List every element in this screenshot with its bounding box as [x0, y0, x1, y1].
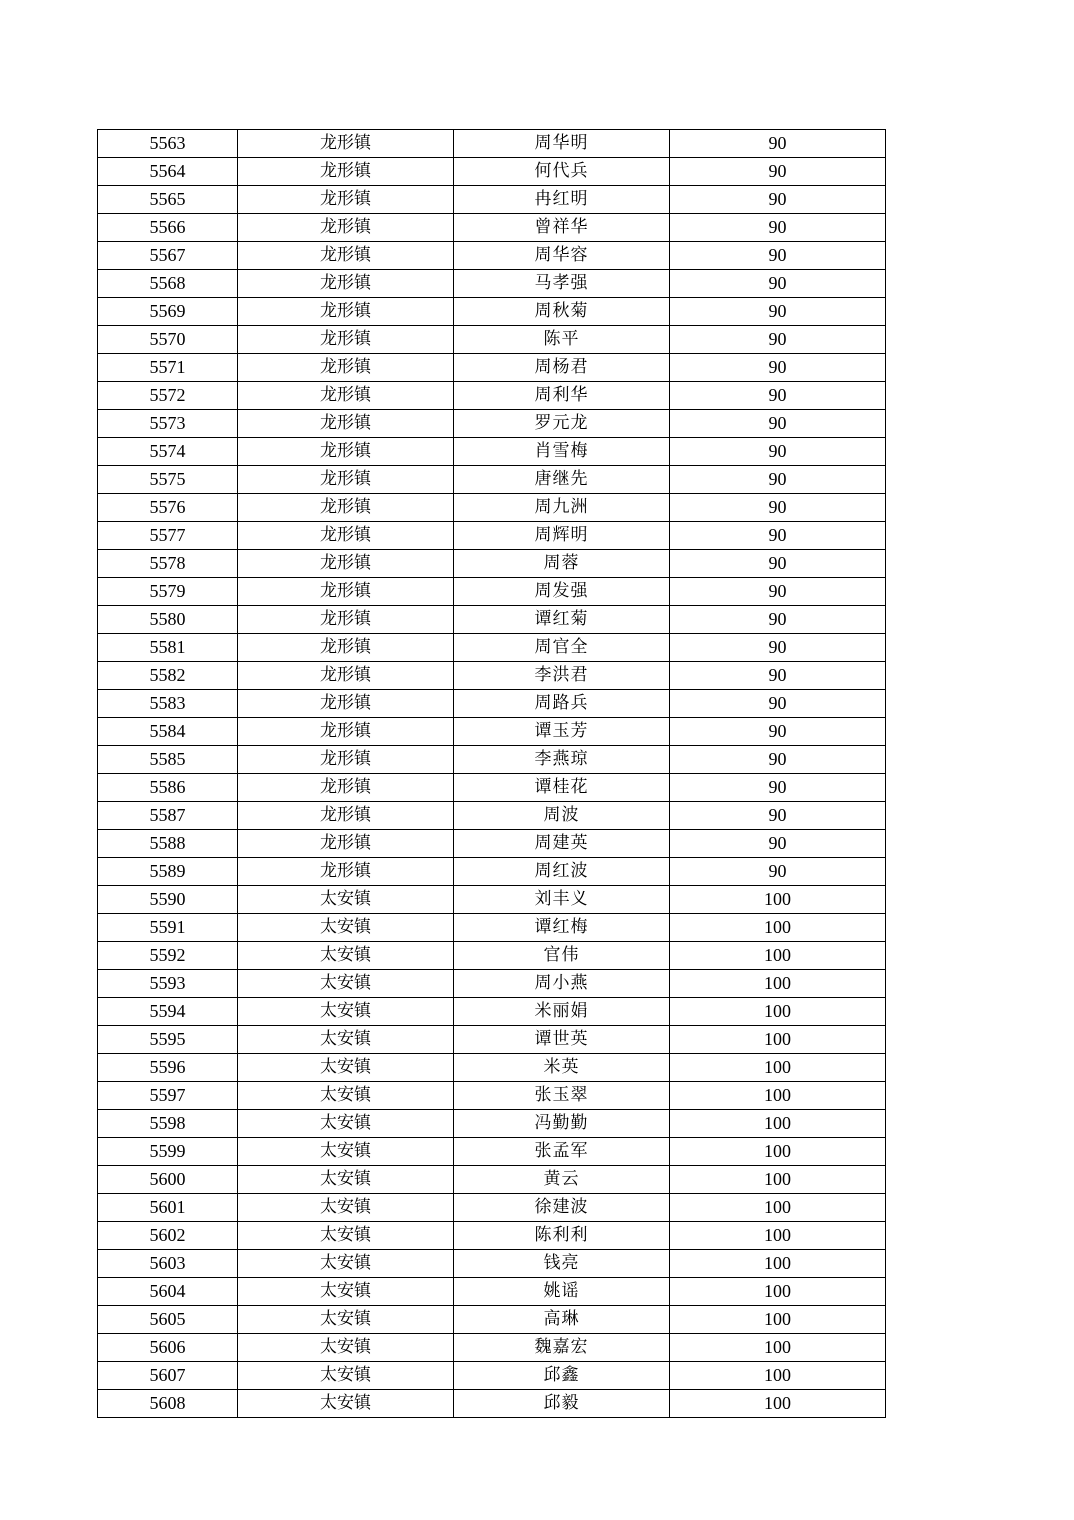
serial-number-cell: 5604: [98, 1278, 238, 1306]
serial-number-cell: 5592: [98, 942, 238, 970]
town-cell: 龙形镇: [238, 606, 454, 634]
person-name-cell: 李洪君: [454, 662, 670, 690]
serial-number-cell: 5601: [98, 1194, 238, 1222]
town-cell: 太安镇: [238, 1054, 454, 1082]
table-row: [98, 1194, 886, 1222]
amount-cell: 100: [670, 914, 886, 942]
table-row: [98, 1026, 886, 1054]
serial-number-cell: 5591: [98, 914, 238, 942]
table-row: [98, 270, 886, 298]
person-name-cell: 周华明: [454, 130, 670, 158]
amount-cell: 90: [670, 522, 886, 550]
serial-number-cell: 5580: [98, 606, 238, 634]
table-row: [98, 298, 886, 326]
amount-cell: 100: [670, 1110, 886, 1138]
town-cell: 龙形镇: [238, 214, 454, 242]
table-row: [98, 830, 886, 858]
amount-cell: 90: [670, 718, 886, 746]
amount-cell: 100: [670, 1054, 886, 1082]
person-name-cell: 肖雪梅: [454, 438, 670, 466]
town-cell: 龙形镇: [238, 298, 454, 326]
table-row: [98, 1138, 886, 1166]
table-row: [98, 1362, 886, 1390]
amount-cell: 90: [670, 802, 886, 830]
person-name-cell: 马孝强: [454, 270, 670, 298]
town-cell: 龙形镇: [238, 130, 454, 158]
town-cell: 龙形镇: [238, 662, 454, 690]
person-name-cell: 罗元龙: [454, 410, 670, 438]
town-cell: 太安镇: [238, 1166, 454, 1194]
table-row: [98, 354, 886, 382]
town-cell: 龙形镇: [238, 186, 454, 214]
serial-number-cell: 5563: [98, 130, 238, 158]
serial-number-cell: 5572: [98, 382, 238, 410]
serial-number-cell: 5603: [98, 1250, 238, 1278]
serial-number-cell: 5602: [98, 1222, 238, 1250]
town-cell: 太安镇: [238, 1306, 454, 1334]
town-cell: 太安镇: [238, 970, 454, 998]
table-row: [98, 942, 886, 970]
person-name-cell: 刘丰义: [454, 886, 670, 914]
amount-cell: 100: [670, 942, 886, 970]
table-row: [98, 1250, 886, 1278]
table-row: [98, 522, 886, 550]
town-cell: 龙形镇: [238, 718, 454, 746]
amount-cell: 90: [670, 606, 886, 634]
table-row: [98, 494, 886, 522]
town-cell: 龙形镇: [238, 774, 454, 802]
amount-cell: 100: [670, 1334, 886, 1362]
person-name-cell: 钱亮: [454, 1250, 670, 1278]
table-row: [98, 326, 886, 354]
table-row: [98, 1222, 886, 1250]
table-row: [98, 186, 886, 214]
amount-cell: 100: [670, 1250, 886, 1278]
person-name-cell: 周九洲: [454, 494, 670, 522]
table-body: [98, 130, 886, 1418]
town-cell: 龙形镇: [238, 158, 454, 186]
town-cell: 太安镇: [238, 1278, 454, 1306]
person-name-cell: 谭玉芳: [454, 718, 670, 746]
person-name-cell: 周利华: [454, 382, 670, 410]
amount-cell: 90: [670, 774, 886, 802]
person-name-cell: 邱鑫: [454, 1362, 670, 1390]
town-cell: 龙形镇: [238, 578, 454, 606]
amount-cell: 100: [670, 1278, 886, 1306]
serial-number-cell: 5607: [98, 1362, 238, 1390]
table-row: [98, 438, 886, 466]
table-row: [98, 550, 886, 578]
table-row: [98, 1110, 886, 1138]
amount-cell: 90: [670, 214, 886, 242]
person-name-cell: 唐继先: [454, 466, 670, 494]
town-cell: 太安镇: [238, 1138, 454, 1166]
serial-number-cell: 5567: [98, 242, 238, 270]
amount-cell: 100: [670, 886, 886, 914]
person-name-cell: 周官全: [454, 634, 670, 662]
serial-number-cell: 5583: [98, 690, 238, 718]
town-cell: 龙形镇: [238, 802, 454, 830]
serial-number-cell: 5593: [98, 970, 238, 998]
town-cell: 太安镇: [238, 998, 454, 1026]
serial-number-cell: 5578: [98, 550, 238, 578]
person-name-cell: 周波: [454, 802, 670, 830]
person-name-cell: 米英: [454, 1054, 670, 1082]
amount-cell: 90: [670, 382, 886, 410]
table-row: [98, 578, 886, 606]
person-name-cell: 周路兵: [454, 690, 670, 718]
amount-cell: 90: [670, 662, 886, 690]
amount-cell: 90: [670, 830, 886, 858]
table-row: [98, 662, 886, 690]
serial-number-cell: 5584: [98, 718, 238, 746]
amount-cell: 100: [670, 1082, 886, 1110]
serial-number-cell: 5582: [98, 662, 238, 690]
serial-number-cell: 5586: [98, 774, 238, 802]
town-cell: 龙形镇: [238, 830, 454, 858]
serial-number-cell: 5585: [98, 746, 238, 774]
person-name-cell: 谭红菊: [454, 606, 670, 634]
town-cell: 太安镇: [238, 1194, 454, 1222]
serial-number-cell: 5574: [98, 438, 238, 466]
town-cell: 太安镇: [238, 1222, 454, 1250]
person-name-cell: 冯勤勤: [454, 1110, 670, 1138]
table-row: [98, 466, 886, 494]
serial-number-cell: 5577: [98, 522, 238, 550]
amount-cell: 100: [670, 1390, 886, 1418]
table-row: [98, 914, 886, 942]
serial-number-cell: 5600: [98, 1166, 238, 1194]
amount-cell: 90: [670, 242, 886, 270]
amount-cell: 90: [670, 354, 886, 382]
town-cell: 太安镇: [238, 1082, 454, 1110]
amount-cell: 100: [670, 1362, 886, 1390]
table-row: [98, 970, 886, 998]
town-cell: 龙形镇: [238, 354, 454, 382]
serial-number-cell: 5595: [98, 1026, 238, 1054]
table-row: [98, 1166, 886, 1194]
table-row: [98, 690, 886, 718]
person-name-cell: 徐建波: [454, 1194, 670, 1222]
town-cell: 龙形镇: [238, 326, 454, 354]
table-row: [98, 634, 886, 662]
amount-cell: 90: [670, 326, 886, 354]
town-cell: 太安镇: [238, 942, 454, 970]
person-name-cell: 谭红梅: [454, 914, 670, 942]
person-name-cell: 周发强: [454, 578, 670, 606]
person-name-cell: 陈平: [454, 326, 670, 354]
person-name-cell: 周华容: [454, 242, 670, 270]
person-name-cell: 曾祥华: [454, 214, 670, 242]
table-row: [98, 998, 886, 1026]
amount-cell: 100: [670, 970, 886, 998]
person-name-cell: 高琳: [454, 1306, 670, 1334]
serial-number-cell: 5597: [98, 1082, 238, 1110]
table-row: [98, 886, 886, 914]
serial-number-cell: 5588: [98, 830, 238, 858]
amount-cell: 90: [670, 186, 886, 214]
table-row: [98, 242, 886, 270]
town-cell: 龙形镇: [238, 690, 454, 718]
person-name-cell: 周红波: [454, 858, 670, 886]
table-row: [98, 1278, 886, 1306]
serial-number-cell: 5599: [98, 1138, 238, 1166]
town-cell: 太安镇: [238, 1110, 454, 1138]
table-row: [98, 130, 886, 158]
person-name-cell: 陈利利: [454, 1222, 670, 1250]
town-cell: 太安镇: [238, 1390, 454, 1418]
table-row: [98, 1082, 886, 1110]
person-name-cell: 周蓉: [454, 550, 670, 578]
town-cell: 龙形镇: [238, 494, 454, 522]
town-cell: 龙形镇: [238, 242, 454, 270]
amount-cell: 90: [670, 158, 886, 186]
town-cell: 龙形镇: [238, 746, 454, 774]
serial-number-cell: 5606: [98, 1334, 238, 1362]
serial-number-cell: 5596: [98, 1054, 238, 1082]
amount-cell: 100: [670, 998, 886, 1026]
town-cell: 太安镇: [238, 886, 454, 914]
table-row: [98, 214, 886, 242]
amount-cell: 90: [670, 634, 886, 662]
table-row: [98, 718, 886, 746]
town-cell: 龙形镇: [238, 522, 454, 550]
serial-number-cell: 5568: [98, 270, 238, 298]
town-cell: 龙形镇: [238, 410, 454, 438]
amount-cell: 90: [670, 130, 886, 158]
amount-cell: 100: [670, 1026, 886, 1054]
amount-cell: 90: [670, 578, 886, 606]
serial-number-cell: 5598: [98, 1110, 238, 1138]
serial-number-cell: 5581: [98, 634, 238, 662]
amount-cell: 90: [670, 690, 886, 718]
amount-cell: 90: [670, 746, 886, 774]
person-name-cell: 周建英: [454, 830, 670, 858]
table-row: [98, 1306, 886, 1334]
person-name-cell: 米丽娟: [454, 998, 670, 1026]
serial-number-cell: 5564: [98, 158, 238, 186]
person-name-cell: 冉红明: [454, 186, 670, 214]
town-cell: 龙形镇: [238, 466, 454, 494]
person-name-cell: 周杨君: [454, 354, 670, 382]
serial-number-cell: 5571: [98, 354, 238, 382]
amount-cell: 90: [670, 298, 886, 326]
amount-cell: 90: [670, 270, 886, 298]
person-name-cell: 张玉翠: [454, 1082, 670, 1110]
amount-cell: 90: [670, 466, 886, 494]
serial-number-cell: 5569: [98, 298, 238, 326]
town-cell: 龙形镇: [238, 550, 454, 578]
amount-cell: 100: [670, 1222, 886, 1250]
person-name-cell: 黄云: [454, 1166, 670, 1194]
person-name-cell: 姚谣: [454, 1278, 670, 1306]
table-row: [98, 858, 886, 886]
serial-number-cell: 5594: [98, 998, 238, 1026]
town-cell: 龙形镇: [238, 438, 454, 466]
table-row: [98, 606, 886, 634]
table-row: [98, 802, 886, 830]
town-cell: 龙形镇: [238, 858, 454, 886]
amount-cell: 90: [670, 550, 886, 578]
serial-number-cell: 5575: [98, 466, 238, 494]
person-name-cell: 周秋菊: [454, 298, 670, 326]
table-row: [98, 1334, 886, 1362]
table-row: [98, 774, 886, 802]
serial-number-cell: 5566: [98, 214, 238, 242]
table-row: [98, 158, 886, 186]
person-name-cell: 邱毅: [454, 1390, 670, 1418]
serial-number-cell: 5565: [98, 186, 238, 214]
serial-number-cell: 5570: [98, 326, 238, 354]
town-cell: 龙形镇: [238, 382, 454, 410]
amount-cell: 90: [670, 410, 886, 438]
amount-cell: 100: [670, 1194, 886, 1222]
serial-number-cell: 5608: [98, 1390, 238, 1418]
town-cell: 太安镇: [238, 1026, 454, 1054]
table-row: [98, 382, 886, 410]
person-name-cell: 何代兵: [454, 158, 670, 186]
person-name-cell: 李燕琼: [454, 746, 670, 774]
serial-number-cell: 5579: [98, 578, 238, 606]
amount-cell: 90: [670, 858, 886, 886]
serial-number-cell: 5589: [98, 858, 238, 886]
amount-cell: 90: [670, 494, 886, 522]
serial-number-cell: 5576: [98, 494, 238, 522]
town-cell: 太安镇: [238, 1250, 454, 1278]
amount-cell: 100: [670, 1166, 886, 1194]
person-name-cell: 谭桂花: [454, 774, 670, 802]
serial-number-cell: 5590: [98, 886, 238, 914]
person-name-cell: 魏嘉宏: [454, 1334, 670, 1362]
person-name-cell: 张孟军: [454, 1138, 670, 1166]
person-name-cell: 官伟: [454, 942, 670, 970]
town-cell: 太安镇: [238, 914, 454, 942]
town-cell: 太安镇: [238, 1334, 454, 1362]
town-cell: 龙形镇: [238, 634, 454, 662]
table-row: [98, 410, 886, 438]
amount-cell: 100: [670, 1306, 886, 1334]
serial-number-cell: 5587: [98, 802, 238, 830]
table-row: [98, 1390, 886, 1418]
serial-number-cell: 5573: [98, 410, 238, 438]
amount-cell: 100: [670, 1138, 886, 1166]
data-table: [97, 129, 886, 1418]
table-row: [98, 746, 886, 774]
person-name-cell: 周辉明: [454, 522, 670, 550]
person-name-cell: 周小燕: [454, 970, 670, 998]
serial-number-cell: 5605: [98, 1306, 238, 1334]
town-cell: 龙形镇: [238, 270, 454, 298]
amount-cell: 90: [670, 438, 886, 466]
town-cell: 太安镇: [238, 1362, 454, 1390]
table-row: [98, 1054, 886, 1082]
person-name-cell: 谭世英: [454, 1026, 670, 1054]
